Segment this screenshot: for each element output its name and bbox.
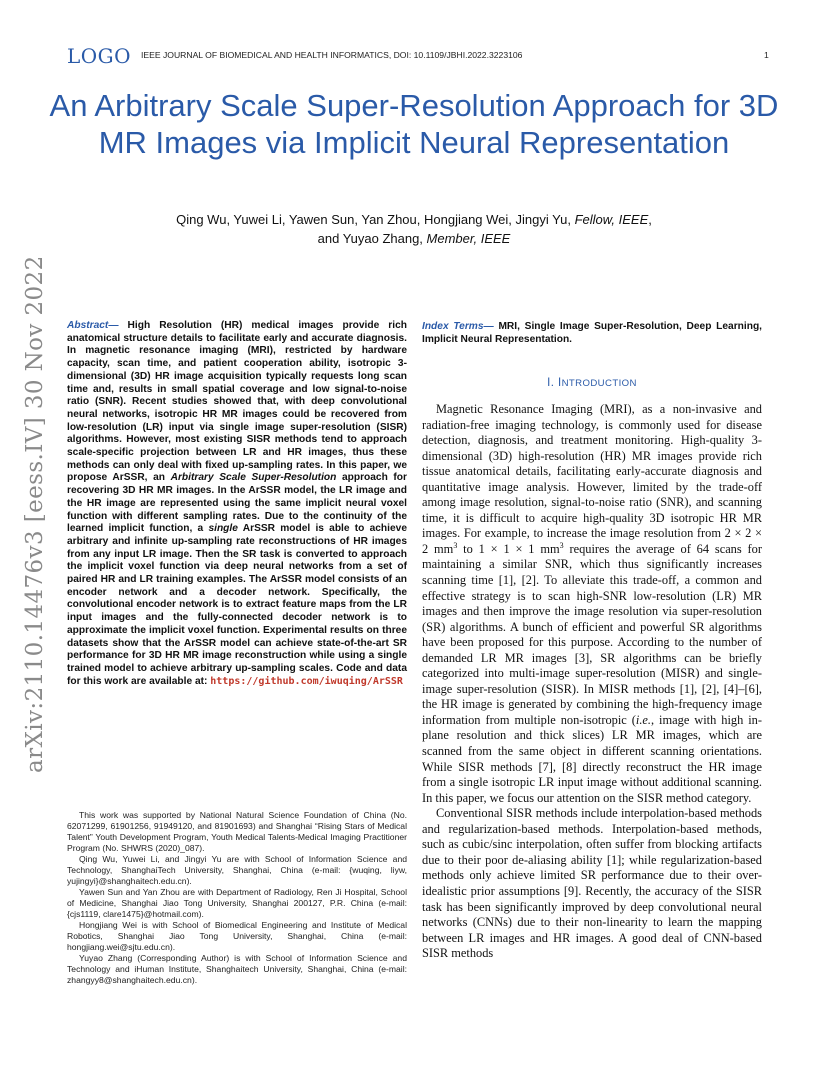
section-numeral: I. bbox=[547, 377, 555, 389]
intro-text: requires the average of 64 scans for maintaining a similar SNR, which thus significantly increases scanning time [1], [2]. To alleviate this trade-off, a common and effective strategy is to scan high-SNR low-resolution (LR) MR images and then improve the image resolution via super-resolution (SR) algorithms. A bunch of efficient and powerful SR algorithms have been proposed for this purpose. According to the number of demanded LR MR images [3], SR algorithms can be briefly categorized into multi-image super-resolution (MISR) and single-image super-resolution (SISR). In MISR methods [1], [2], [4]–[6], the HR image is generated by combining the high-frequency image information from multiple non-isotropic ( bbox=[422, 541, 762, 727]
introduction-body bbox=[422, 402, 762, 962]
intro-text: Magnetic Resonance Imaging (MRI), as a non-invasive and radiation-free imaging technology, is commonly used for disease detection, diagnosis, and treatment monitoring. High-quality 3-dimensional (3D) high-resolution (HR) MR images provide rich tissue anatomical details, facilitating early-accurate diagnosis and quantitative image analysis. However, limited by the trade-off among image resolution, signal-to-noise ratio (SNR), and scanning time, it is difficult to acquire high-quality 3D isotropic HR MR images. For example, to increase the image resolution from 2 × 2 × 2 mm bbox=[422, 402, 762, 556]
intro-text: , image with high in-plane resolution and thick slices) LR MR images, which are scanned from the same object in different scanning orientations. While SISR methods [7], [8] directly reconstruct the HR image from a single isotropic LR input image without additional scanning. In this paper, we focus our attention on the SISR method category. bbox=[422, 712, 762, 805]
arxiv-sidebar-stamp: arXiv:2110.14476v3 [eess.IV] 30 Nov 2022 bbox=[22, 255, 48, 773]
index-terms-label: Index Terms bbox=[422, 321, 484, 332]
superscript: 3 bbox=[559, 540, 564, 550]
abstract bbox=[67, 320, 407, 688]
index-terms-dash: — bbox=[483, 321, 494, 332]
abstract-dash: — bbox=[108, 320, 119, 331]
abstract-label: Abstract bbox=[67, 320, 109, 331]
journal-header: IEEE JOURNAL OF BIOMEDICAL AND HEALTH INFORMATICS, DOI: 10.1109/JBHI.2022.3223106 bbox=[141, 50, 523, 60]
abstract-text-3: ArSSR model is able to achieve arbitrary and infinite up-sampling rate reconstructions of HR images from any input LR image. Then the SR task is converted to approach the implicit voxel function via deep neural networks from a set of paired HR and LR training examples. The ArSSR model consists of an encoder network and a decoder network. Specifically, the convolutional encoder network is to extract feature maps from the LR input images and the fully-connected decoder network is to approximate the implicit voxel function. Experimental results on three datasets show that the ArSSR model can achieve state-of-the-art SR performance for 3D HR MR image reconstruction while using a single trained model to achieve arbitrary up-sampling scales. Code and data for this work are available at: bbox=[67, 523, 407, 687]
footnotes bbox=[67, 810, 407, 986]
abstract-emphasis-2: single bbox=[208, 523, 238, 535]
index-terms bbox=[422, 320, 762, 346]
intro-paragraph-2: Conventional SISR methods include interpolation-based methods and regularization-based methods. Interpolation-based methods, such as cubic/sinc interpolation, often suffer from blocking artifacts due to their poor de-aliasing ability [1]; while regularization-based methods only achieve limited SR performance due to their over-idealistic prior assumptions [9]. Recently, the accuracy of the SISR task has been significantly improved by deep convolutional neural networks (CNNs) due to their non-linearity to learn the mapping between LR images and HR images. A good deal of CNN-based SISR methods bbox=[422, 806, 762, 961]
intro-paragraph-1 bbox=[422, 402, 762, 806]
author-role-member: Member, IEEE bbox=[426, 231, 511, 246]
page-number: 1 bbox=[764, 50, 769, 60]
intro-italic: i.e. bbox=[635, 712, 652, 727]
code-link[interactable]: https://github.com/iwuqing/ArSSR bbox=[210, 675, 403, 687]
section-initial: I bbox=[557, 377, 562, 389]
footnote-affiliation: Qing Wu, Yuwei Li, and Jingyi Yu are with School of Information Science and Technology, ShanghaiTech University, Shanghai, China (e-mail: {wuqing, liyw, yujingyi}@shanghaitech.edu.cn). bbox=[67, 854, 407, 886]
author-role-fellow: Fellow, IEEE bbox=[574, 212, 649, 227]
footnote-affiliation: Hongjiang Wei is with School of Biomedical Engineering and Institute of Medical Robotics, Shanghai Jiao Tong University, Shanghai, China (e-mail: hongjiang.wei@sjtu.edu.cn). bbox=[67, 920, 407, 952]
superscript: 3 bbox=[453, 540, 458, 550]
author-list: Qing Wu, Yuwei Li, Yawen Sun, Yan Zhou, Hongjiang Wei, Jingyi Yu, Fellow, IEEE, and Yuyao Zhang, Member, IEEE bbox=[176, 212, 652, 246]
section-heading-introduction bbox=[422, 377, 762, 389]
footnote-funding: This work was supported by National Natural Science Foundation of China (No. 62071299, 61901256, 91949120, and 81901693) and Shanghai “Rising Stars of Medical Talent” Youth Development Program, Youth Medical Talents-Medical Imaging Practitioner Program (No. SHWRS (2020)_087). bbox=[67, 810, 407, 853]
abstract-emphasis-1: Arbitrary Scale Super-Resolution bbox=[170, 472, 337, 484]
journal-logo: LOGO bbox=[67, 44, 132, 68]
authors-line2: and Yuyao Zhang, bbox=[317, 231, 423, 246]
section-rest: NTRODUCTION bbox=[561, 378, 637, 389]
intro-text: to 1 × 1 × 1 mm bbox=[457, 541, 560, 556]
index-terms-text: MRI, Single Image Super-Resolution, Deep Learning, Implicit Neural Representation. bbox=[422, 321, 763, 345]
footnote-affiliation: Yawen Sun and Yan Zhou are with Department of Radiology, Ren Ji Hospital, School of Medicine, Shanghai Jiao Tong University, Shanghai 200127, P.R. China (e-mail: {cjs1119, clare1475}@hotmail.com). bbox=[67, 887, 407, 919]
authors-line1: Qing Wu, Yuwei Li, Yawen Sun, Yan Zhou, Hongjiang Wei, Jingyi Yu, bbox=[176, 212, 571, 227]
abstract-text-1: High Resolution (HR) medical images provide rich anatomical structure details to facilitate early and accurate diagnosis. In magnetic resonance imaging (MRI), restricted by hardware capacity, scan time, and patient cooperation ability, isotropic 3-dimensional (3D) HR image acquisition typically requests long scan time and, results in small spatial coverage and low signal-to-noise ratio (SNR). Recent studies showed that, with deep convolutional neural networks, isotropic HR MR images could be recovered from low-resolution (LR) input via single image super-resolution (SISR) algorithms. However, most existing SISR methods tend to approach scale-specific projection between LR and HR images, thus these methods can only deal with fixed up-sampling rates. In this paper, we propose ArSSR, an bbox=[67, 320, 407, 484]
paper-title: An Arbitrary Scale Super-Resolution Approach for 3D MR Images via Implicit Neural Representation bbox=[49, 88, 779, 160]
footnote-affiliation: Yuyao Zhang (Corresponding Author) is with School of Information Science and Technology and iHuman Institute, Shanghaitech University, Shanghai, China (e-mail: zhangyy8@shanghaitech.edu.cn). bbox=[67, 953, 407, 985]
abstract-text-2: approach for recovering 3D HR MR images. In the ArSSR model, the LR image and the HR image are represented using the same implicit neural voxel function with different sampling rates. Due to the continuity of the learned implicit function, a bbox=[67, 472, 407, 535]
